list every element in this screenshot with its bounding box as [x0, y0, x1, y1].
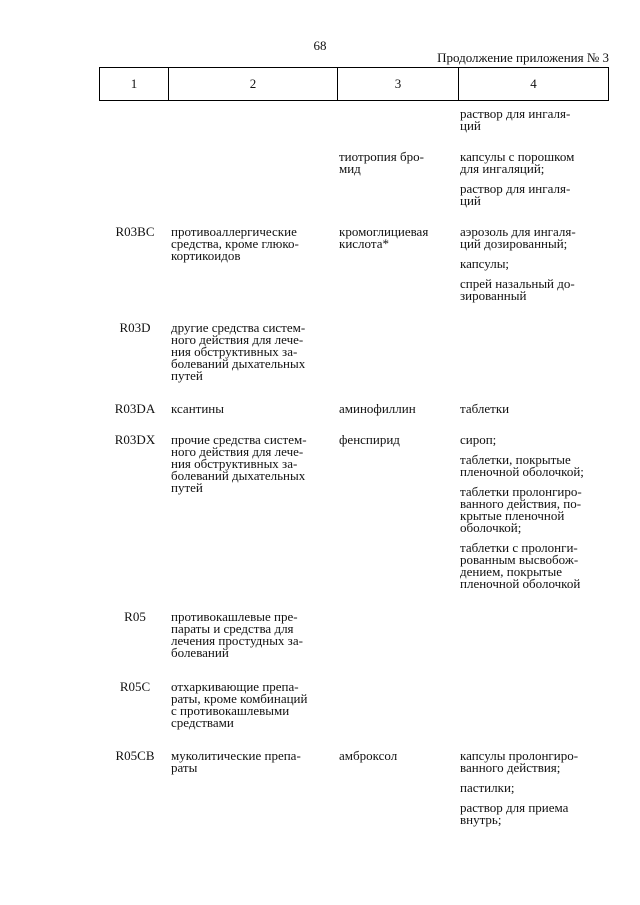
atc-code: R05CB — [115, 748, 155, 763]
dosage-form: раствор для ингаля- ций — [460, 106, 571, 133]
dosage-forms — [460, 226, 606, 302]
atc-code: R03D — [119, 320, 151, 335]
column-header-table — [99, 67, 609, 101]
column-header-4: 4 — [459, 68, 609, 101]
dosage-form: раствор для ингаля- ций — [460, 181, 571, 208]
drug-name: фенспирид — [339, 432, 400, 447]
dosage-form: раствор для приема внутрь; — [460, 800, 569, 827]
dosage-forms — [460, 434, 606, 590]
dosage-form: спрей назальный до- зированный — [460, 276, 575, 303]
dosage-form: таблетки с пролонги- рованным высвобож- дением, покрытые пленочной оболочкой — [460, 540, 581, 591]
dosage-form: капсулы с порошком для ингаляций; — [460, 149, 575, 176]
page-number: 68 — [313, 38, 327, 53]
atc-code: R03BC — [115, 224, 155, 239]
dosage-form: сироп; — [460, 432, 497, 447]
pharmacological-group: отхаркивающие препа- раты, кроме комбинаций с противокашлевыми средствами — [171, 679, 308, 730]
dosage-forms — [460, 151, 606, 207]
drug-name: тиотропия бро- мид — [339, 149, 424, 176]
atc-code: R05 — [124, 609, 146, 624]
drug-name: аминофиллин — [339, 401, 416, 416]
atc-code: R03DA — [114, 401, 156, 416]
dosage-forms — [460, 750, 606, 826]
dosage-form: капсулы пролонгиро- ванного действия; — [460, 748, 579, 775]
column-header-2: 2 — [169, 68, 338, 101]
pharmacological-group: муколитические препа- раты — [171, 748, 301, 775]
column-header-1: 1 — [100, 68, 169, 101]
dosage-form: капсулы; — [460, 256, 510, 271]
dosage-form: таблетки пролонгиро- ванного действия, по- крытые пленочной оболочкой; — [460, 484, 582, 535]
drug-name: кромоглициевая кислота* — [339, 224, 429, 251]
drug-name: амброксол — [339, 748, 398, 763]
dosage-forms — [460, 108, 606, 132]
atc-code: R03DX — [114, 432, 156, 447]
atc-code: R05C — [119, 679, 151, 694]
appendix-continuation-label: Продолжение приложения № 3 — [437, 50, 609, 65]
dosage-form: пастилки; — [460, 780, 515, 795]
dosage-form: таблетки — [460, 401, 510, 416]
dosage-form: аэрозоль для ингаля- ций дозированный; — [460, 224, 576, 251]
pharmacological-group: противоаллергические средства, кроме глюко- кортикоидов — [171, 224, 299, 263]
pharmacological-group: противокашлевые пре- параты и средства для лечения простудных за- болеваний — [171, 609, 303, 660]
pharmacological-group: другие средства систем- ного действия для лече- ния обструктивных за- болеваний дыхательных путей — [171, 320, 306, 383]
column-header-3: 3 — [338, 68, 459, 101]
pharmacological-group: ксантины — [171, 401, 224, 416]
dosage-forms — [460, 403, 606, 415]
dosage-form: таблетки, покрытые пленочной оболочкой; — [460, 452, 584, 479]
pharmacological-group: прочие средства систем- ного действия для лече- ния обструктивных за- болеваний дыхательных путей — [171, 432, 307, 495]
